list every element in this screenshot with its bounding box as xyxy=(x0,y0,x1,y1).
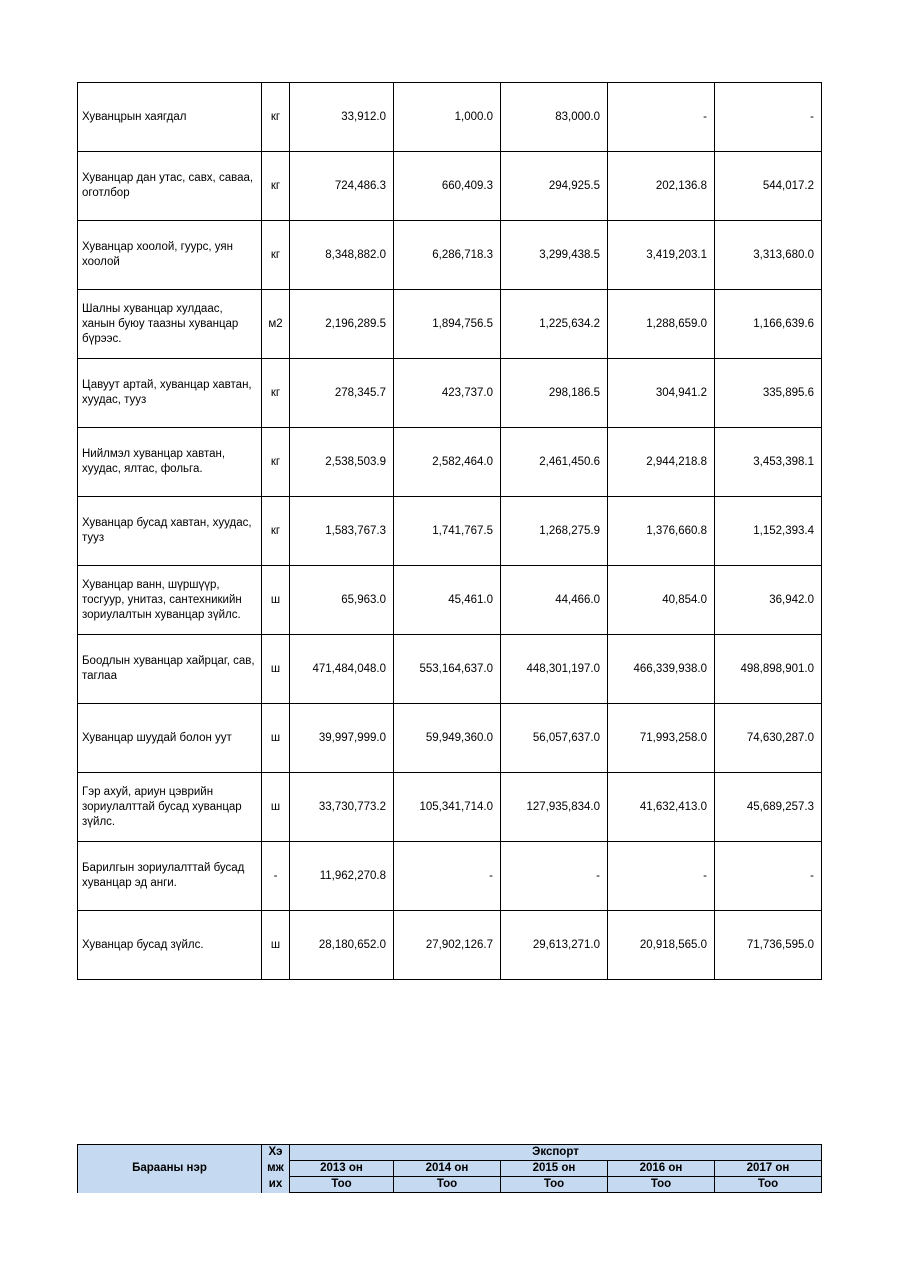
row-unit: кг xyxy=(262,221,290,290)
row-value: 1,268,275.9 xyxy=(501,497,608,566)
row-value: 39,997,999.0 xyxy=(290,704,394,773)
row-value: 2,944,218.8 xyxy=(608,428,715,497)
header-group: Экспорт xyxy=(290,1145,822,1161)
row-value: 471,484,048.0 xyxy=(290,635,394,704)
row-value: 1,000.0 xyxy=(394,83,501,152)
row-value: 33,730,773.2 xyxy=(290,773,394,842)
row-name: Шалны хуванцар хулдаас, ханын буюу таазны хуванцар бүрээс. xyxy=(78,290,262,359)
row-value: 41,632,413.0 xyxy=(608,773,715,842)
row-value: 544,017.2 xyxy=(715,152,822,221)
row-unit: ш xyxy=(262,911,290,980)
header-sub: Тоо xyxy=(501,1177,608,1193)
row-value: 40,854.0 xyxy=(608,566,715,635)
header-name: Барааны нэр xyxy=(78,1145,262,1193)
row-unit: кг xyxy=(262,152,290,221)
row-value: 278,345.7 xyxy=(290,359,394,428)
header-unit-line-1: Хэ xyxy=(262,1145,290,1161)
table-row xyxy=(78,359,822,428)
row-value: 11,962,270.8 xyxy=(290,842,394,911)
row-value: 27,902,126.7 xyxy=(394,911,501,980)
table-row xyxy=(78,635,822,704)
export-data-table xyxy=(77,82,822,980)
row-value: 45,689,257.3 xyxy=(715,773,822,842)
row-value: 466,339,938.0 xyxy=(608,635,715,704)
row-name: Хуванцрын хаягдал xyxy=(78,83,262,152)
row-name: Хуванцар дан утас, савх, саваа, оготлбор xyxy=(78,152,262,221)
row-value: 71,993,258.0 xyxy=(608,704,715,773)
row-value: 127,935,834.0 xyxy=(501,773,608,842)
row-value: 1,166,639.6 xyxy=(715,290,822,359)
table-row xyxy=(78,566,822,635)
row-name: Барилгын зориулалттай бусад хуванцар эд анги. xyxy=(78,842,262,911)
header-unit-line-2: мж xyxy=(262,1161,290,1177)
row-value: 1,583,767.3 xyxy=(290,497,394,566)
row-unit: кг xyxy=(262,497,290,566)
row-unit: ш xyxy=(262,773,290,842)
row-value: 74,630,287.0 xyxy=(715,704,822,773)
row-unit: м2 xyxy=(262,290,290,359)
row-value: 1,152,393.4 xyxy=(715,497,822,566)
row-unit: кг xyxy=(262,428,290,497)
row-value: - xyxy=(608,842,715,911)
header-year: 2016 он xyxy=(608,1161,715,1177)
table-row xyxy=(78,773,822,842)
header-sub: Тоо xyxy=(290,1177,394,1193)
row-value: 36,942.0 xyxy=(715,566,822,635)
row-value: 105,341,714.0 xyxy=(394,773,501,842)
row-unit: - xyxy=(262,842,290,911)
row-value: 202,136.8 xyxy=(608,152,715,221)
row-value: 33,912.0 xyxy=(290,83,394,152)
table-row xyxy=(78,497,822,566)
row-value: - xyxy=(715,842,822,911)
row-value: 45,461.0 xyxy=(394,566,501,635)
table-row xyxy=(78,221,822,290)
row-value: 65,963.0 xyxy=(290,566,394,635)
row-value: - xyxy=(501,842,608,911)
row-name: Боодлын хуванцар хайрцаг, сав, таглаа xyxy=(78,635,262,704)
row-name: Хуванцар бусад зүйлс. xyxy=(78,911,262,980)
row-value: 304,941.2 xyxy=(608,359,715,428)
row-value: 8,348,882.0 xyxy=(290,221,394,290)
header-year: 2014 он xyxy=(394,1161,501,1177)
row-value: 56,057,637.0 xyxy=(501,704,608,773)
row-value: 20,918,565.0 xyxy=(608,911,715,980)
row-value: 724,486.3 xyxy=(290,152,394,221)
row-value: 44,466.0 xyxy=(501,566,608,635)
row-value: 29,613,271.0 xyxy=(501,911,608,980)
row-name: Хуванцар бусад хавтан, хуудас, тууз xyxy=(78,497,262,566)
table-row xyxy=(78,428,822,497)
row-unit: ш xyxy=(262,704,290,773)
row-value: 59,949,360.0 xyxy=(394,704,501,773)
row-value: 423,737.0 xyxy=(394,359,501,428)
table-row xyxy=(78,152,822,221)
row-value: - xyxy=(394,842,501,911)
row-value: 6,286,718.3 xyxy=(394,221,501,290)
row-value: 2,196,289.5 xyxy=(290,290,394,359)
row-value: 3,313,680.0 xyxy=(715,221,822,290)
table-body xyxy=(78,83,822,980)
header-sub: Тоо xyxy=(608,1177,715,1193)
table-row xyxy=(78,83,822,152)
row-value: 448,301,197.0 xyxy=(501,635,608,704)
row-name: Хуванцар шуудай болон уут xyxy=(78,704,262,773)
row-value: 2,461,450.6 xyxy=(501,428,608,497)
header-year: 2015 он xyxy=(501,1161,608,1177)
table-row xyxy=(78,842,822,911)
header-year: 2017 он xyxy=(715,1161,822,1177)
row-value: 660,409.3 xyxy=(394,152,501,221)
row-value: 335,895.6 xyxy=(715,359,822,428)
row-value: 3,419,203.1 xyxy=(608,221,715,290)
row-name: Цавуут артай, хуванцар хавтан, хуудас, тууз xyxy=(78,359,262,428)
row-value: 3,453,398.1 xyxy=(715,428,822,497)
row-value: - xyxy=(608,83,715,152)
row-value: 83,000.0 xyxy=(501,83,608,152)
row-name: Хуванцар ванн, шүршүүр, тосгуур, унитаз, сантехникийн зориулалтын хуванцар зүйлс. xyxy=(78,566,262,635)
row-value: 1,225,634.2 xyxy=(501,290,608,359)
row-value: 1,288,659.0 xyxy=(608,290,715,359)
row-unit: ш xyxy=(262,635,290,704)
row-value: 1,894,756.5 xyxy=(394,290,501,359)
row-value: 3,299,438.5 xyxy=(501,221,608,290)
row-value: 1,741,767.5 xyxy=(394,497,501,566)
row-value: 553,164,637.0 xyxy=(394,635,501,704)
table-header xyxy=(77,1144,822,1193)
header-sub: Тоо xyxy=(394,1177,501,1193)
row-name: Хуванцар хоолой, гуурс, уян хоолой xyxy=(78,221,262,290)
row-value: - xyxy=(715,83,822,152)
row-unit: кг xyxy=(262,83,290,152)
row-value: 1,376,660.8 xyxy=(608,497,715,566)
table-row xyxy=(78,290,822,359)
row-unit: кг xyxy=(262,359,290,428)
row-value: 2,582,464.0 xyxy=(394,428,501,497)
header-sub: Тоо xyxy=(715,1177,822,1193)
header-year: 2013 он xyxy=(290,1161,394,1177)
table-row xyxy=(78,704,822,773)
row-unit: ш xyxy=(262,566,290,635)
row-value: 71,736,595.0 xyxy=(715,911,822,980)
row-value: 294,925.5 xyxy=(501,152,608,221)
header-unit-line-3: их xyxy=(262,1177,290,1193)
row-value: 498,898,901.0 xyxy=(715,635,822,704)
row-value: 28,180,652.0 xyxy=(290,911,394,980)
row-name: Гэр ахуй, ариун цэврийн зориулалттай бусад хуванцар зүйлс. xyxy=(78,773,262,842)
table-row xyxy=(78,911,822,980)
row-name: Нийлмэл хуванцар хавтан, хуудас, ялтас, фольга. xyxy=(78,428,262,497)
row-value: 298,186.5 xyxy=(501,359,608,428)
row-value: 2,538,503.9 xyxy=(290,428,394,497)
